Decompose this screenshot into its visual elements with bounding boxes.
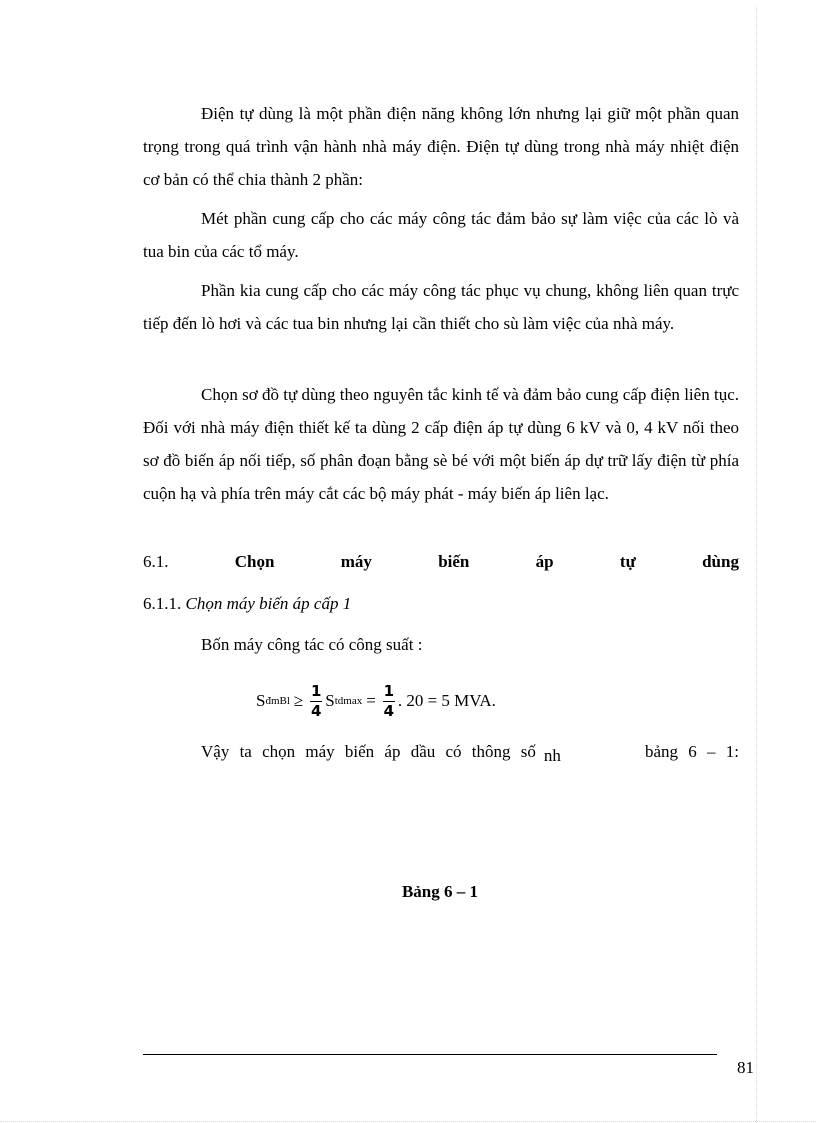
conclusion-table-ref: bảng 6 – 1: (644, 742, 739, 761)
fraction-numerator: 1 (311, 681, 322, 700)
paragraph-part-one: Mét phần cung cấp cho các máy công tác đảm bảo sự làm việc của các lò và tua bin của các tổ máy. (143, 209, 739, 261)
paragraph-intro: Điện tự dùng là một phần điện năng không lớn nhưng lại giữ một phần quan trọng trong quá trình vận hành nhà máy điện. Điện tự dùng trong nhà máy nhiệt điện cơ bản có thể chia thành 2 phần: (143, 104, 739, 189)
formula-subscript: đmBl (265, 695, 290, 707)
section-word: máy (340, 552, 372, 571)
section-word: biến (438, 552, 470, 571)
table-title: Bảng 6 – 1 (401, 882, 479, 901)
intro-line: Bốn máy công tác có công suất : (201, 635, 423, 654)
subsection-number: 6.1.1. (143, 594, 182, 613)
formula-subscript: tdmax (334, 695, 363, 707)
section-word: dùng (702, 552, 739, 571)
formula-operator: ≥ (293, 691, 304, 710)
formula-symbol: S (325, 691, 335, 710)
fraction-denominator: 4 (311, 701, 322, 720)
fraction-numerator: 1 (383, 681, 395, 700)
subsection-title: Chọn máy biến áp cấp 1 (185, 594, 352, 613)
conclusion-line (201, 742, 739, 765)
formula-fraction (383, 683, 395, 720)
power-formula (256, 678, 496, 724)
formula-operator: = (366, 691, 376, 710)
formula-fraction (310, 683, 322, 720)
fraction-denominator: 4 (383, 701, 395, 720)
section-word: tự (619, 552, 636, 571)
section-word: áp (535, 552, 554, 571)
margin-guide-vertical (756, 6, 757, 1123)
formula-result: . 20 = 5 MVA. (397, 691, 496, 710)
paragraph-scheme: Chọn sơ đồ tự dùng theo nguyên tắc kinh tế và đảm bảo cung cấp điện liên tục. Đối với nhà máy điện thiết kế ta dùng 2 cấp điện áp tự dùng 6 kV và 0, 4 kV nối theo sơ đồ biến áp nối tiếp, số phân đoạn bằng sè bé với một biến áp dự trữ lấy điện từ phía cuộn hạ và phía trên máy cắt các bộ máy phát - máy biến áp liên lạc. (143, 385, 739, 503)
conclusion-text: Vậy ta chọn máy biến áp dầu có thông số (201, 742, 536, 761)
conclusion-nh: nh (543, 746, 561, 765)
section-word: Chọn (234, 552, 275, 571)
formula-symbol: S (256, 691, 266, 710)
footer-rule (143, 1054, 717, 1055)
page-number: 81 (737, 1058, 754, 1077)
section-number: 6.1. (143, 552, 169, 571)
paragraph-part-two: Phần kia cung cấp cho các máy công tác phục vụ chung, không liên quan trực tiếp đến lò hơi và các tua bin nhưng lại cần thiết cho sù làm việc của nhà máy. (143, 281, 739, 333)
margin-guide-horizontal (0, 1121, 816, 1122)
section-heading (143, 552, 739, 572)
subsection-heading (143, 594, 351, 614)
